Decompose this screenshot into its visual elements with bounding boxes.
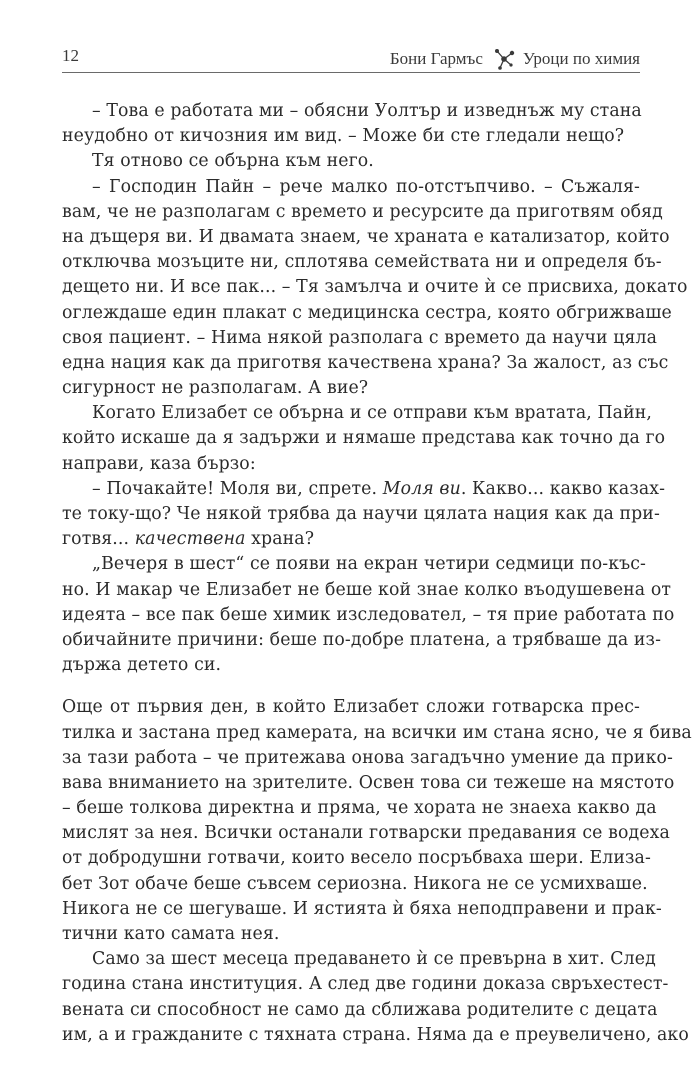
- line-text: за тази работа – че притежава онова загадъчно умение да прико-: [62, 747, 673, 768]
- text-line: [62, 653, 640, 678]
- text-line: [62, 695, 640, 720]
- header-rule: [62, 72, 640, 73]
- line-text: който искаше да я задържи и нямаше представа как точно да го: [62, 428, 666, 449]
- text-line: [62, 250, 662, 275]
- text-line: [62, 301, 672, 326]
- molecule-ornament-icon: [491, 46, 517, 72]
- text-line: [62, 502, 660, 527]
- text-line: [62, 275, 688, 300]
- line-text: дещето ни. И все пак... – Тя замълча и очите ѝ се присвиха, докато: [62, 277, 688, 298]
- body-text: [62, 99, 692, 1048]
- section-one: [62, 99, 688, 678]
- text-line: [62, 200, 663, 225]
- text-line: [62, 175, 640, 200]
- line-text: им, а и гражданите с тяхната страна. Няма да е преувеличено, ако: [62, 1024, 689, 1045]
- line-text: Още от първия ден, в който Елизабет сложи готварска прес-: [62, 697, 640, 718]
- text-line: [62, 149, 640, 174]
- line-text: . Какво... какво казах-: [460, 478, 666, 499]
- line-text: обичайните причини: беше по-добре платена, а трябваше да из-: [62, 629, 662, 650]
- line-text: „Вечеря в шест“ се появи на екран четири седмици по-къс-: [92, 554, 646, 575]
- text-line: [62, 552, 646, 577]
- line-text: – Това е работата ми – обясни Уолтър и изведнъж му стана: [92, 101, 642, 121]
- emphasis-text: Моля ви: [382, 478, 461, 499]
- text-line: [62, 628, 662, 653]
- line-text: идеята – все пак беше химик изследовател, – тя прие работата по: [62, 604, 675, 625]
- line-text: – беше толкова директна и пряма, че хората не знаеха какво да: [62, 798, 657, 819]
- text-line: [62, 872, 648, 897]
- line-text: вава вниманието на зрителите. Освен това си тежеше на мястото: [62, 772, 675, 793]
- text-line: [62, 376, 640, 401]
- text-line: [62, 603, 675, 628]
- text-line: [62, 1023, 689, 1048]
- text-line: [62, 527, 640, 552]
- text-line: [62, 947, 656, 972]
- line-text: тични като самата нея.: [62, 924, 280, 944]
- line-text: направи, каза бързо:: [62, 453, 256, 474]
- text-line: [62, 746, 673, 771]
- text-line: [62, 721, 692, 746]
- line-text: вената си способност не само да сближава родителите с децата: [62, 999, 658, 1020]
- text-line: [62, 99, 640, 124]
- line-text: на дъщеря ви. И двамата знаем, че храната е катализатор, който: [62, 226, 670, 247]
- line-text: – Господин Пайн – рече малко по-отстъпчиво. – Съжаля-: [92, 176, 640, 197]
- line-text: една нация как да приготвя качествена храна? За жалост, аз със: [62, 352, 669, 373]
- line-text: от добродушни готвачи, които весело посръбваха шери. Елиза-: [62, 848, 651, 869]
- text-line: [62, 998, 658, 1023]
- line-text: готвя...: [62, 529, 135, 550]
- text-line: [62, 821, 670, 846]
- section-two: [62, 695, 692, 1048]
- text-line: [62, 922, 640, 947]
- line-text: Само за шест месеца предаването ѝ се превърна в хит. След: [92, 949, 656, 970]
- line-text: сигурност не разполагам. А вие?: [62, 378, 369, 399]
- text-line: [62, 796, 657, 821]
- running-head: [390, 46, 640, 72]
- book-title: Уроци по химия: [522, 49, 640, 68]
- line-text: отключва мозъците ни, сплотява семействата ни и определя бъ-: [62, 252, 662, 273]
- line-text: Тя отново се обърна към него.: [92, 151, 374, 172]
- text-line: [62, 578, 672, 603]
- text-line: [62, 972, 669, 997]
- line-text: своя пациент. – Нима някой разполага с времето да научи цяла: [62, 327, 658, 348]
- line-text: оглеждаше един плакат с медицинска сестра, която обгрижваше: [62, 302, 672, 323]
- emphasis-text: качествена: [134, 529, 246, 550]
- line-text: бет Зот обаче беше съвсем сериозна. Никога не се усмихваше.: [62, 873, 648, 894]
- line-text: държа детето си.: [62, 655, 222, 676]
- line-text: – Почакайте! Моля ви, спрете.: [92, 478, 383, 499]
- text-line: [62, 351, 669, 376]
- line-text: тилка и застана пред камерата, на всички им стана ясно, че я бива: [62, 722, 692, 743]
- text-line: [62, 771, 675, 796]
- line-text: Когато Елизабет се обърна и се отправи към вратата, Пайн,: [92, 403, 652, 424]
- running-header: [62, 42, 640, 72]
- text-line: [62, 426, 666, 451]
- line-text: мислят за нея. Всички останали готварски предавания се водеха: [62, 823, 670, 844]
- text-line: [62, 477, 666, 502]
- text-line: [62, 897, 662, 922]
- line-text: вам, че не разполагам с времето и ресурсите да приготвям обяд: [62, 201, 663, 222]
- line-text: Никога не се шегуваше. И ястията ѝ бяха неподправени и прак-: [62, 898, 662, 919]
- line-text: те току-що? Че някой трябва да научи цялата нация как да при-: [62, 504, 660, 524]
- text-line: [62, 401, 652, 426]
- text-line: [62, 846, 651, 871]
- section-break: [62, 678, 640, 695]
- line-text: храна?: [245, 529, 315, 550]
- page-number: 12: [62, 46, 79, 65]
- author-name: Бони Гармъс: [389, 49, 483, 68]
- text-line: [62, 452, 640, 477]
- line-text: неудобно от кичозния им вид. – Може би сте гледали нещо?: [62, 126, 625, 147]
- line-text: година стана институция. А след две години доказа свръхестест-: [62, 974, 669, 995]
- text-line: [62, 225, 670, 250]
- text-line: [62, 326, 658, 351]
- text-line: [62, 124, 640, 149]
- line-text: но. И макар че Елизабет не беше кой знае колко въодушевена от: [62, 579, 672, 600]
